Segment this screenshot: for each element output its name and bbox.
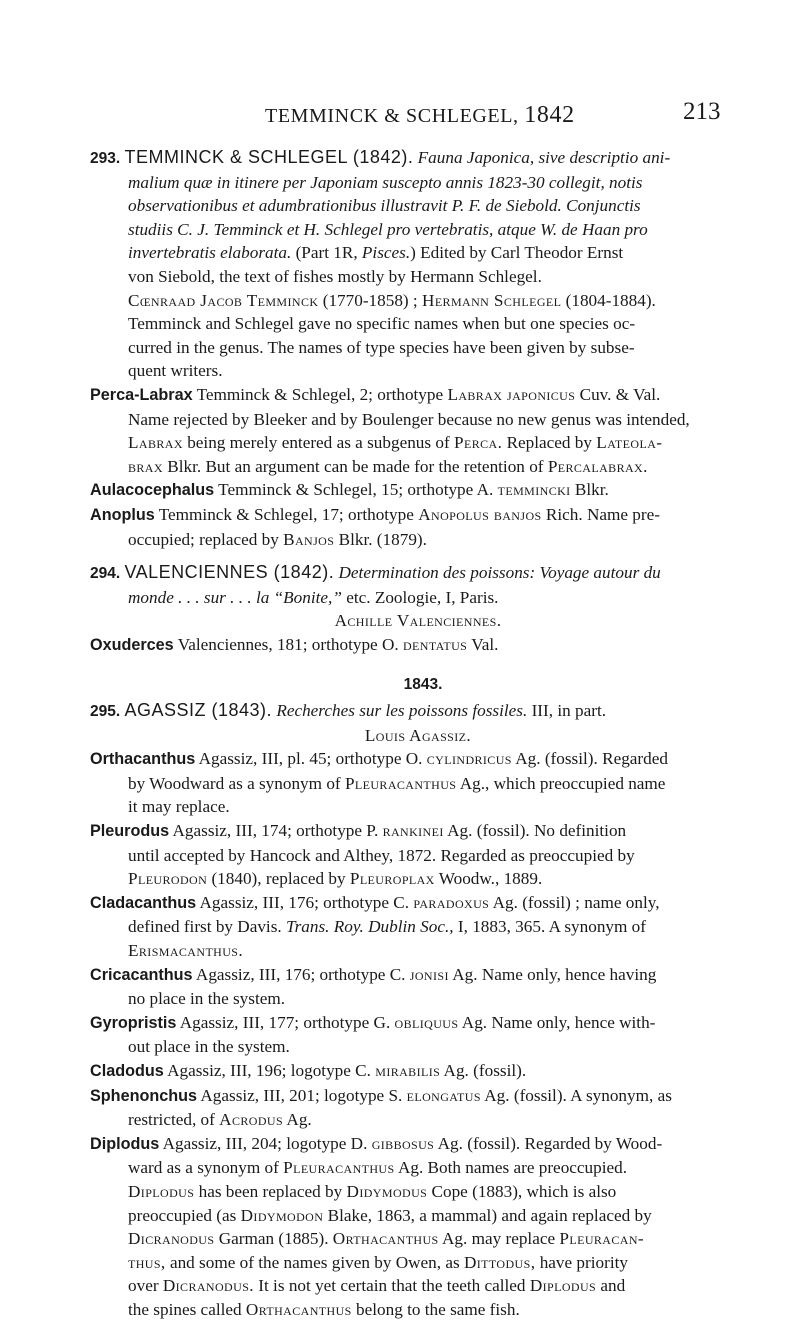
text-line: until accepted by Hancock and Althey, 1872. Regarded as preoccupied by [128,845,635,865]
text-line: 294. VALENCIENNES (1842). Determination des poissons: Voyage autour du [90,562,661,583]
entry-295 [90,699,716,1321]
text-line: defined first by Davis. Trans. Roy. Dublin Soc., I, 1883, 365. A synonym of [128,917,647,937]
entry-294 [90,561,716,657]
text-line: malium quæ in itinere per Japoniam suscepto annis 1823-30 collegit, notis [128,172,643,192]
page-body [90,146,716,1322]
running-head: TEMMINCK & SCHLEGEL, 1842 [265,102,575,128]
text-line: restricted, of Acrodus Ag. [128,1110,312,1130]
text-line: von Siebold, the text of fishes mostly by Hermann Schlegel. [128,266,542,286]
text-line: preoccupied (as Didymodon Blake, 1863, a mammal) and again replaced by [128,1205,652,1225]
text-line: by Woodward as a synonym of Pleuracanthus Ag., which preoccupied name [128,773,666,793]
genus-orthacanthus: Orthacanthus Agassiz, III, pl. 45; orthotype O. cylindricus Ag. (fossil). Regarded [90,749,668,769]
text-line: ward as a synonym of Pleuracanthus Ag. Both names are preoccupied. [128,1158,628,1178]
authors-line: Cœnraad Jacob Temminck (1770-1858) ; Hermann Schlegel (1804-1884). [128,290,656,310]
genus-perca-labrax: Perca-Labrax Temminck & Schlegel, 2; orthotype Labrax japonicus Cuv. & Val. [90,384,661,404]
genus-cladacanthus: Cladacanthus Agassiz, III, 176; orthotype C. paradoxus Ag. (fossil) ; name only, [90,892,660,912]
text-line: Labrax being merely entered as a subgenus of Perca. Replaced by Lateola- [128,433,663,453]
page-number: 213 [683,98,721,125]
text-line: curred in the genus. The names of type species have been given by subse- [128,337,635,357]
text-line: 293. TEMMINCK & SCHLEGEL (1842). Fauna Japonica, sive descriptio ani- [90,147,671,167]
text-line: Erismacanthus. [128,941,244,960]
genus-aulacocephalus: Aulacocephalus Temminck & Schlegel, 15; orthotype A. temmincki Blkr. [90,480,609,500]
text-line: the spines called Orthacanthus belong to the same fish. [128,1299,520,1319]
text-line: monde . . . sur . . . la “Bonite,” etc. Zoologie, I, Paris. [128,587,499,607]
entry-293 [90,146,716,551]
genus-oxuderces: Oxuderces Valenciennes, 181; orthotype O. dentatus Val. [90,634,499,654]
text-line: no place in the system. [128,989,286,1009]
text-line: occupied; replaced by Banjos Blkr. (1879). [128,529,427,549]
author-name: Achille Valenciennes. [334,611,502,631]
genus-sphenonchus: Sphenonchus Agassiz, III, 201; logotype S. elongatus Ag. (fossil). A synonym, as [90,1085,672,1105]
author-name: Louis Agassiz. [364,725,472,745]
genus-pleurodus: Pleurodus Agassiz, III, 174; orthotype P. rankinei Ag. (fossil). No definition [90,821,627,841]
text-line: thus, and some of the names given by Owen, as Dittodus, have priority [128,1252,628,1272]
text-line: 295. AGASSIZ (1843). Recherches sur les poissons fossiles. III, in part. [90,700,607,721]
text-line: invertebratis elaborata. (Part 1R, Pisces.) Edited by Carl Theodor Ernst [128,243,624,263]
text-line: Pleurodon (1840), replaced by Pleuroplax Woodw., 1889. [128,869,543,889]
year-heading: 1843. [403,676,443,694]
genus-anoplus: Anoplus Temminck & Schlegel, 17; orthotype Anopolus banjos Rich. Name pre- [90,504,660,524]
text-line: observationibus et adumbrationibus illustravit P. F. de Siebold. Conjunctis [128,196,641,216]
genus-gyropristis: Gyropristis Agassiz, III, 177; orthotype G. obliquus Ag. Name only, hence with- [90,1012,656,1032]
page-header [0,98,800,138]
text-line: Diplodus has been replaced by Didymodus Cope (1883), which is also [128,1181,617,1201]
text-line: out place in the system. [128,1037,290,1057]
text-line: quent writers. [128,361,223,381]
genus-cladodus: Cladodus Agassiz, III, 196; logotype C. mirabilis Ag. (fossil). [90,1060,527,1080]
genus-diplodus: Diplodus Agassiz, III, 204; logotype D. gibbosus Ag. (fossil). Regarded by Wood- [90,1133,663,1153]
text-line: studiis C. J. Temminck et H. Schlegel pro vertebratis, atque W. de Haan pro [128,219,648,239]
text-line: Name rejected by Bleeker and by Boulenger because no new genus was intended, [128,409,690,429]
text-line: it may replace. [128,797,230,817]
text-line: Temminck and Schlegel gave no specific names when but one species oc- [128,314,636,334]
text-line: brax Blkr. But an argument can be made for the retention of Percalabrax. [128,456,648,476]
genus-cricacanthus: Cricacanthus Agassiz, III, 176; orthotype C. jonisi Ag. Name only, hence having [90,964,657,984]
text-line: over Dicranodus. It is not yet certain that the teeth called Diplodus and [128,1276,626,1296]
text-line: Dicranodus Garman (1885). Orthacanthus Ag. may replace Pleuracan- [128,1229,645,1249]
